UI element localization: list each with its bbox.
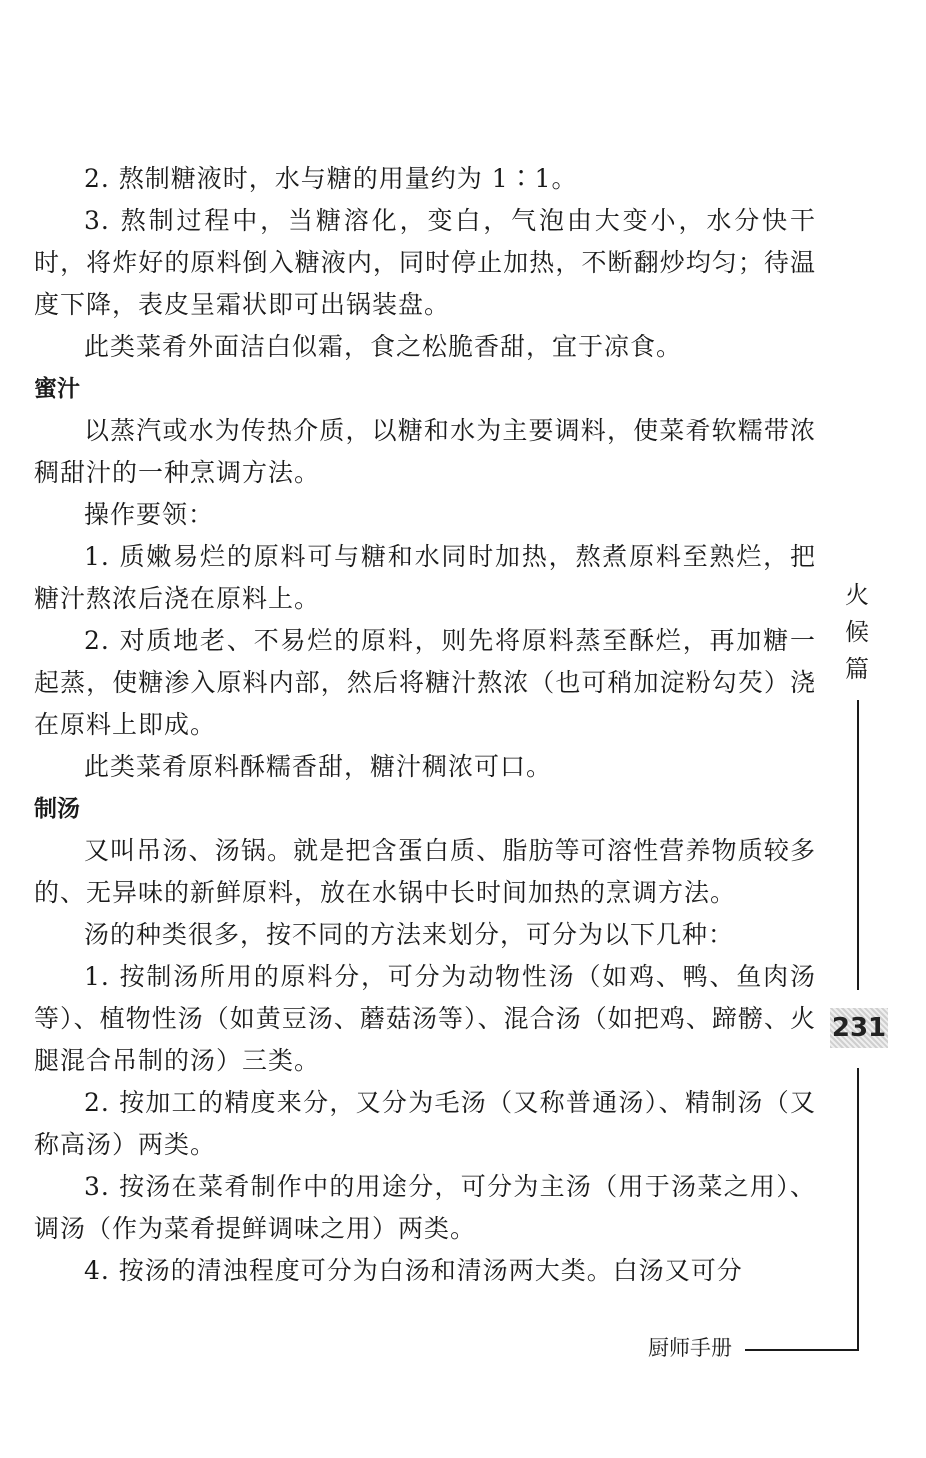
section-heading: 蜜汁 — [34, 376, 80, 402]
paragraph: 2. 对质地老、不易烂的原料，则先将原料蒸至酥烂，再加糖一起蒸，使糖渗入原料内部，然后将糖汁熬浓（也可稍加淀粉勾芡）浇在原料上即成。 — [34, 626, 816, 739]
paragraph: 1. 按制汤所用的原料分，可分为动物性汤（如鸡、鸭、鱼肉汤等）、植物性汤（如黄豆汤、蘑菇汤等）、混合汤（如把鸡、蹄髈、火腿混合吊制的汤）三类。 — [34, 962, 816, 1075]
paragraph: 以蒸汽或水为传热介质，以糖和水为主要调料，使菜肴软糯带浓稠甜汁的一种烹调方法。 — [34, 416, 816, 487]
paragraph: 又叫吊汤、汤锅。就是把含蛋白质、脂肪等可溶性营养物质较多的、无异味的新鲜原料，放在水锅中长时间加热的烹调方法。 — [34, 836, 816, 907]
paragraph: 4. 按汤的清浊程度可分为白汤和清汤两大类。白汤又可分 — [84, 1256, 743, 1285]
side-title-char: 火 — [845, 581, 869, 609]
paragraph: 汤的种类很多，按不同的方法来划分，可分为以下几种： — [84, 920, 735, 949]
paragraph: 2. 按加工的精度来分，又分为毛汤（又称普通汤）、精制汤（又称高汤）两类。 — [34, 1088, 816, 1159]
paragraph: 操作要领： — [84, 500, 215, 529]
side-title-char: 候 — [845, 618, 869, 646]
paragraph: 3. 按汤在菜肴制作中的用途分，可分为主汤（用于汤菜之用）、调汤（作为菜肴提鲜调味之用）两类。 — [34, 1172, 816, 1243]
chapter-side-title — [842, 577, 872, 688]
page-body — [34, 158, 816, 1292]
section-heading: 制汤 — [34, 796, 80, 822]
page-number: 231 — [830, 1008, 888, 1048]
paragraph: 此类菜肴外面洁白似霜，食之松脆香甜，宜于凉食。 — [84, 332, 683, 361]
side-rule — [857, 1068, 859, 1350]
side-rule — [857, 700, 859, 990]
side-title-char: 篇 — [845, 655, 869, 683]
paragraph: 3. 熬制过程中，当糖溶化，变白，气泡由大变小，水分快干时，将炸好的原料倒入糖液内，同时停止加热，不断翻炒均匀；待温度下降，表皮呈霜状即可出锅装盘。 — [34, 206, 816, 319]
paragraph: 2. 熬制糖液时，水与糖的用量约为 1∶1。 — [84, 164, 578, 193]
footer-book-title: 厨师手册 — [648, 1336, 732, 1360]
paragraph: 1. 质嫩易烂的原料可与糖和水同时加热，熬煮原料至熟烂，把糖汁熬浓后浇在原料上。 — [34, 542, 816, 613]
paragraph: 此类菜肴原料酥糯香甜，糖汁稠浓可口。 — [84, 752, 553, 781]
footer-rule — [745, 1349, 859, 1351]
